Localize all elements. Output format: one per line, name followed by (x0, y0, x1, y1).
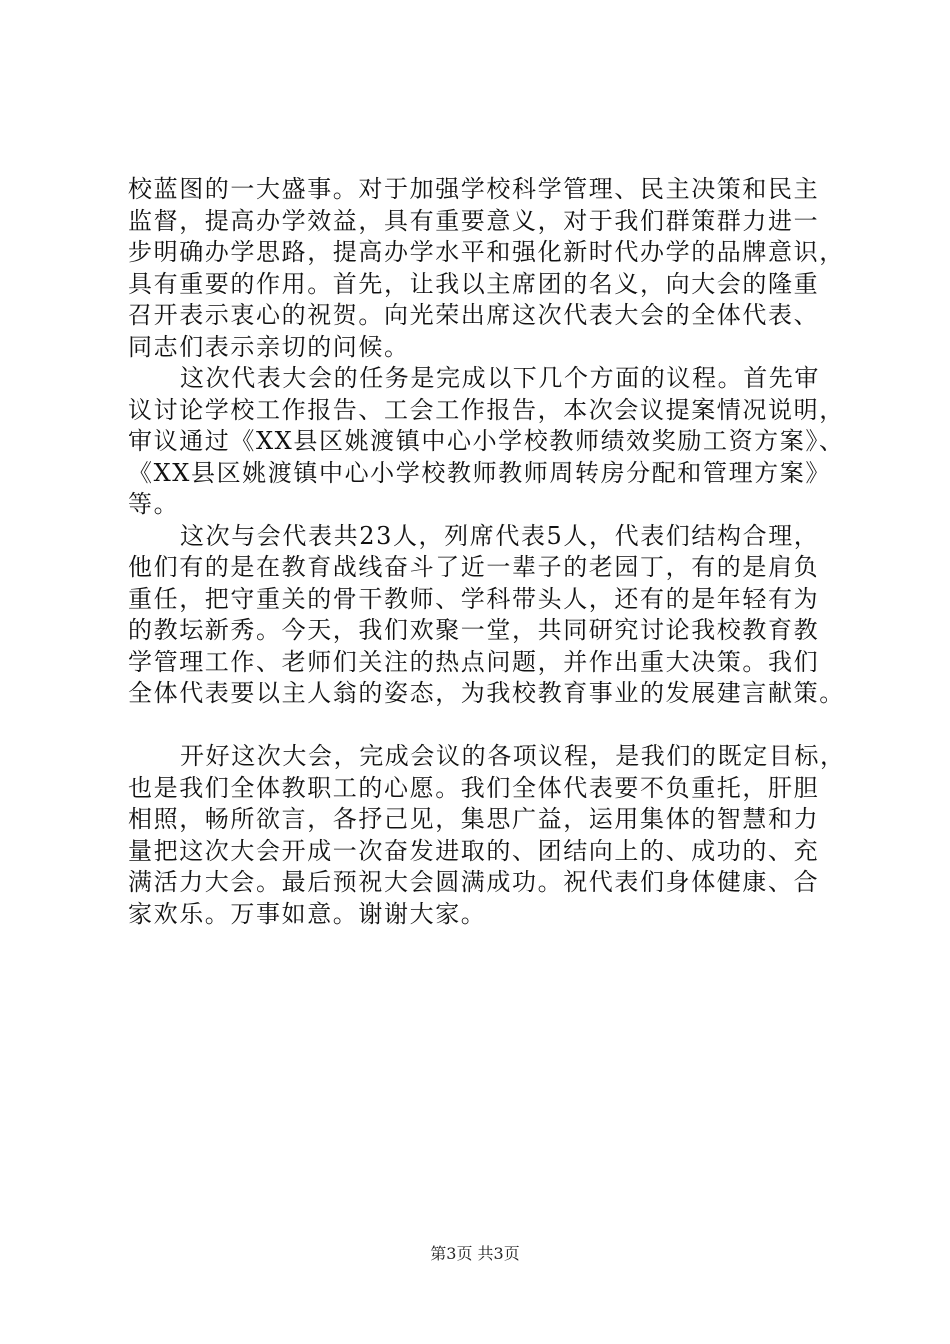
text-line: 召开表示衷心的祝贺。向光荣出席这次代表大会的全体代表、 (128, 301, 820, 329)
text-line: 学管理工作、老师们关注的热点问题，并作出重大决策。我们 (128, 647, 820, 676)
page-footer: 第3页 共3页 (430, 1244, 520, 1263)
paragraph-start-line: 这次代表大会的任务是完成以下几个方面的议程。首先审 (180, 364, 820, 392)
text-line: 家欢乐。万事如意。谢谢大家。 (128, 899, 487, 928)
text-line: 相照，畅所欲言，各抒己见，集思广益，运用集体的智慧和力 (128, 805, 820, 833)
document-body (128, 174, 846, 930)
paragraph-gap (128, 710, 828, 742)
paragraph-start-line: 这次与会代表共23人，列席代表5人，代表们结构合理， (180, 521, 820, 550)
text-line: 议讨论学校工作报告、工会工作报告，本次会议提案情况说明， (128, 395, 845, 424)
text-line: 重任，把守重关的骨干教师、学科带头人，还有的是年轻有为 (128, 584, 820, 613)
text-line: 满活力大会。最后预祝大会圆满成功。祝代表们身体健康、合 (128, 868, 820, 896)
text-line: 等。 (128, 490, 180, 518)
text-line: 《XX县区姚渡镇中心小学校教师教师周转房分配和管理方案》 (128, 458, 831, 487)
text-line: 全体代表要以主人翁的姿态，为我校教育事业的发展建言献策。 (128, 679, 845, 707)
text-line: 同志们表示亲切的问候。 (128, 332, 410, 361)
text-line: 校蓝图的一大盛事。对于加强学校科学管理、民主决策和民主 (128, 175, 820, 203)
paragraph-start-line: 开好这次大会，完成会议的各项议程，是我们的既定目标， (180, 742, 846, 770)
text-line: 具有重要的作用。首先，让我以主席团的名义，向大会的隆重 (128, 269, 820, 298)
text-line: 量把这次大会开成一次奋发进取的、团结向上的、成功的、充 (128, 836, 820, 865)
text-line: 他们有的是在教育战线奋斗了近一辈子的老园丁，有的是肩负 (128, 553, 820, 581)
text-line: 的教坛新秀。今天，我们欢聚一堂，共同研究讨论我校教育教 (128, 616, 820, 644)
text-line: 步明确办学思路，提高办学水平和强化新时代办学的品牌意识， (128, 238, 845, 266)
text-line: 审议通过《XX县区姚渡镇中心小学校教师绩效奖励工资方案》、 (128, 427, 845, 455)
text-line: 也是我们全体教职工的心愿。我们全体代表要不负重托，肝胆 (128, 773, 820, 802)
text-line: 监督，提高办学效益，具有重要意义，对于我们群策群力进一 (128, 206, 820, 235)
